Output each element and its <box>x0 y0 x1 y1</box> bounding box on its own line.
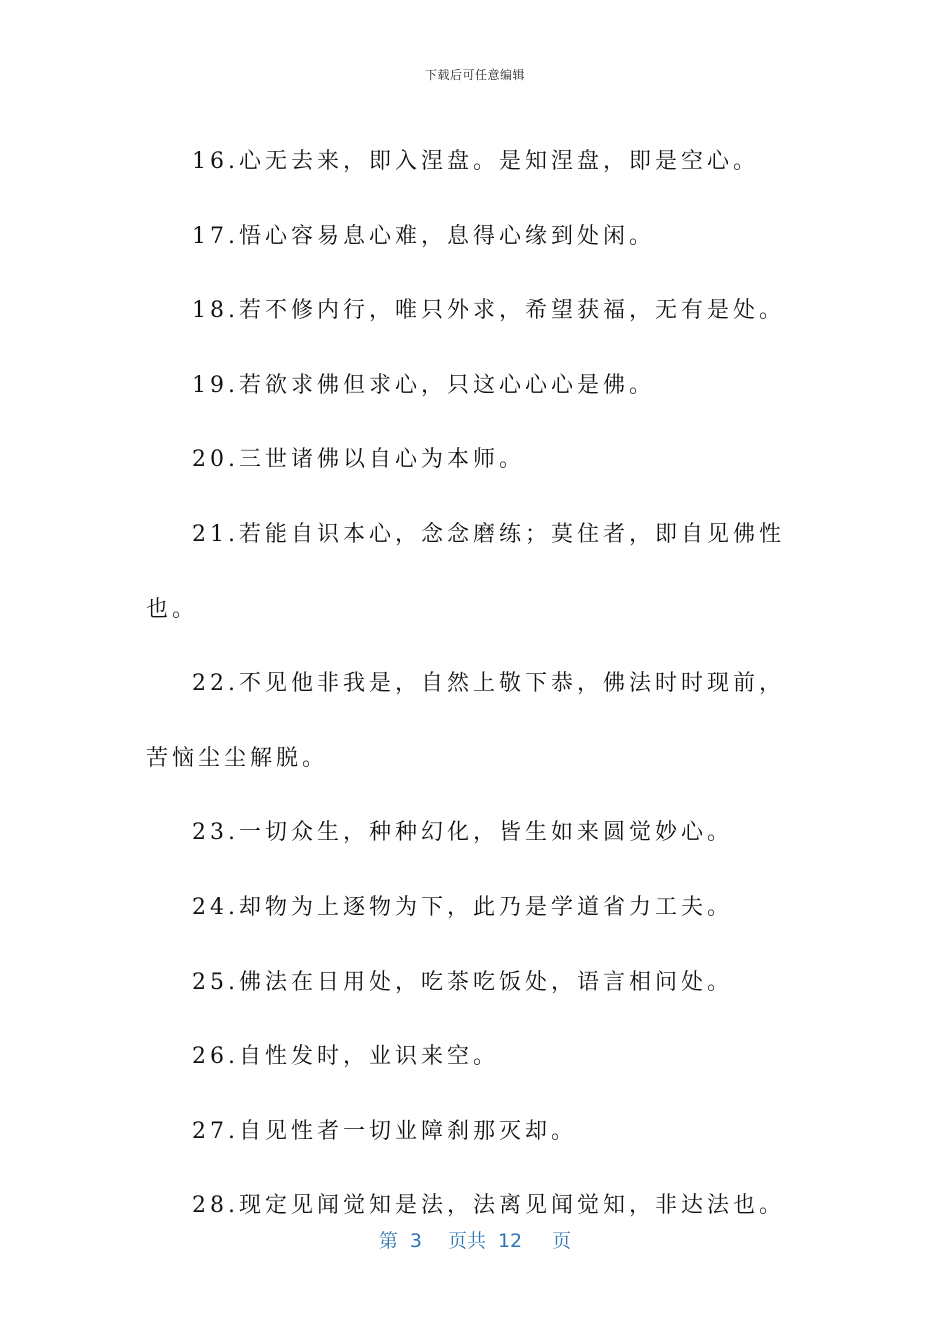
footer-prefix: 第 <box>378 1230 398 1252</box>
paragraph-23: 23.一切众生，种种幻化，皆生如来圆觉妙心。 <box>192 820 733 846</box>
page-footer <box>0 1226 950 1253</box>
paragraph-19: 19.若欲求佛但求心，只这心心心是佛。 <box>192 372 655 398</box>
footer-current-page: 3 <box>409 1230 422 1252</box>
page-header: 下载后可任意编辑 <box>424 68 525 82</box>
paragraph-26: 26.自性发时，业识来空。 <box>192 1044 499 1070</box>
paragraph-28: 28.现定见闻觉知是法，法离见闻觉知，非达法也。 <box>192 1193 785 1219</box>
paragraph-20: 20.三世诸佛以自心为本师。 <box>192 447 525 473</box>
paragraph-16: 16.心无去来，即入涅盘。是知涅盘，即是空心。 <box>192 149 759 174</box>
document-body <box>146 125 806 1244</box>
footer-middle: 页共 <box>447 1230 486 1252</box>
paragraph-22: 22.不见他非我是，自然上敬下恭，佛法时时现前，苦恼尘尘解脱。 <box>146 671 785 771</box>
footer-total-pages: 12 <box>497 1230 523 1252</box>
paragraph-21: 21.若能自识本心，念念磨练；莫住者，即自见佛性也。 <box>146 521 785 622</box>
paragraph-25: 25.佛法在日用处，吃茶吃饭处，语言相问处。 <box>192 969 733 995</box>
paragraph-24: 24.却物为上逐物为下，此乃是学道省力工夫。 <box>192 894 733 920</box>
footer-suffix: 页 <box>552 1230 572 1252</box>
paragraph-18: 18.若不修内行，唯只外求，希望获福，无有是处。 <box>192 298 785 324</box>
paragraph-27: 27.自见性者一切业障刹那灭却。 <box>192 1118 577 1144</box>
paragraph-17: 17.悟心容易息心难，息得心缘到处闲。 <box>192 223 655 249</box>
